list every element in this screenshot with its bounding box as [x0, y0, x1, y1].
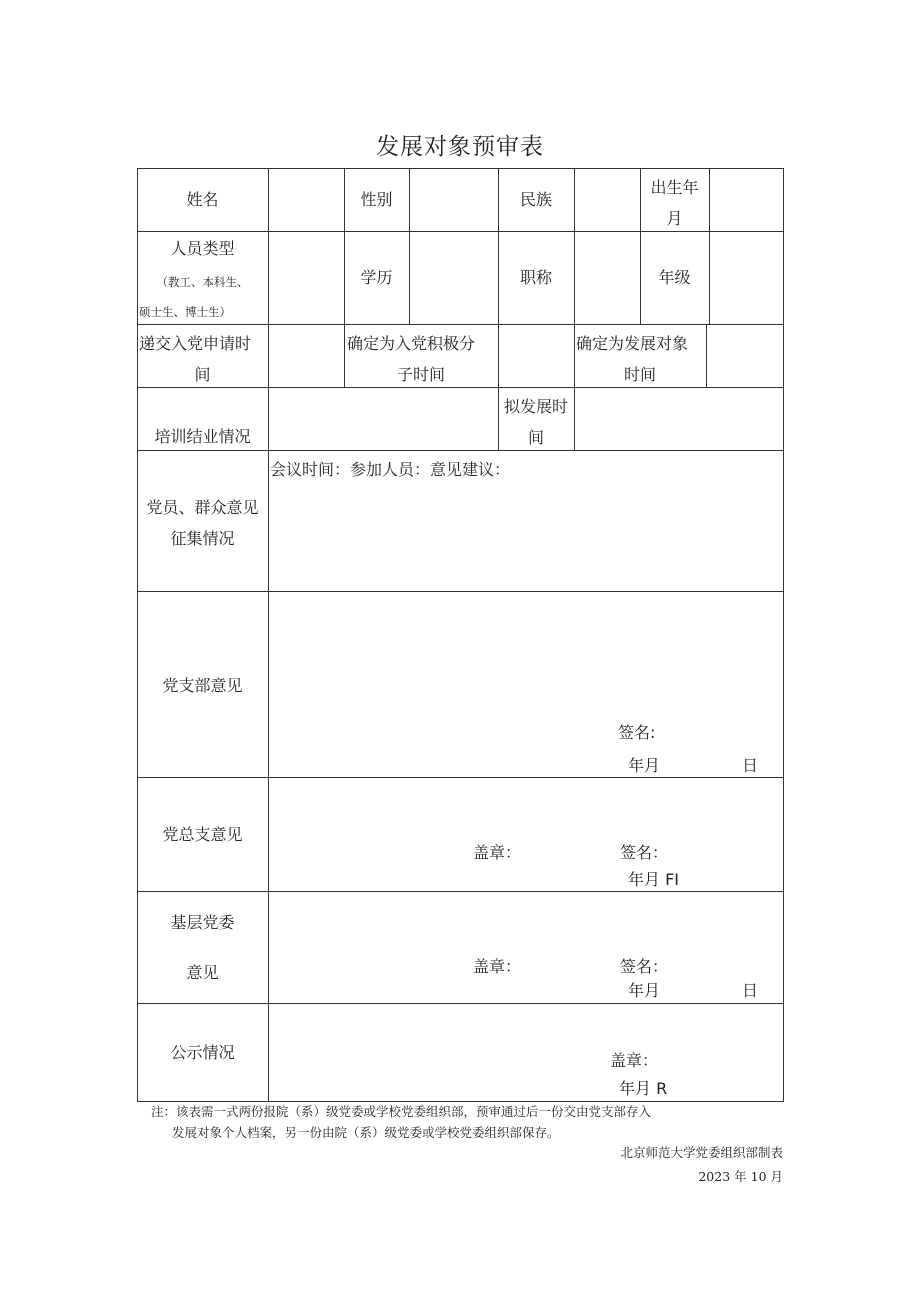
table-border-right — [783, 168, 784, 1102]
branch-day: 日 — [742, 756, 759, 775]
grassroots-committee-label-line1: 基层党委 — [170, 913, 235, 932]
dev-target-time-label-line1: 确定为发展对象 — [576, 334, 689, 353]
general-branch-opinion-label: 党总支意见 — [162, 825, 243, 844]
branch-opinion-label: 党支部意见 — [162, 676, 243, 695]
column-divider — [574, 168, 575, 324]
column-divider — [706, 324, 707, 387]
dev-target-time-label-line2: 时间 — [623, 365, 656, 384]
birth-label-line1: 出生年 — [650, 178, 699, 197]
general-branch-year-month: 年月 FI — [628, 870, 680, 889]
gender-label: 性别 — [360, 190, 393, 209]
grassroots-day: 日 — [742, 981, 759, 1000]
branch-year-month: 年月 — [628, 756, 661, 775]
grassroots-stamp-label: 盖章： — [473, 957, 522, 976]
apply-time-label-line2: 间 — [194, 365, 211, 384]
form-date: 2023 年 10 月 — [698, 1169, 783, 1184]
column-divider — [709, 168, 710, 324]
person-type-hint-line2: 硕士生、博士生） — [139, 305, 231, 319]
column-divider — [574, 387, 575, 450]
activist-time-label-line1: 确定为入党积极分 — [347, 334, 476, 353]
column-divider — [498, 324, 499, 387]
general-branch-sign-label: 签名： — [620, 843, 669, 862]
opinion-collection-label-line1: 党员、群众意见 — [146, 498, 259, 517]
grade-label: 年级 — [658, 268, 691, 287]
grassroots-sign-label: 签名： — [620, 957, 669, 976]
form-title: 发展对象预审表 — [376, 134, 544, 160]
grassroots-committee-label-line2: 意见 — [186, 963, 219, 982]
ethnicity-label: 民族 — [519, 190, 552, 209]
publicity-stamp-label: 盖章： — [610, 1051, 659, 1070]
birth-label-line2: 月 — [666, 209, 683, 228]
planned-time-label-line1: 拟发展时 — [503, 397, 568, 416]
form-maker: 北京师范大学党委组织部制表 — [620, 1145, 783, 1160]
opinion-collection-label-line2: 征集情况 — [170, 529, 235, 548]
person-type-hint-line1: （教工、本科生、 — [156, 275, 249, 289]
row-divider — [137, 591, 784, 592]
row-divider — [137, 1003, 784, 1004]
column-divider — [268, 168, 269, 1102]
person-type-label: 人员类型 — [170, 239, 235, 258]
education-label: 学历 — [360, 268, 393, 287]
publicity-year-month: 年月 R — [619, 1079, 668, 1098]
column-divider — [409, 168, 410, 324]
footnote-line2: 发展对象个人档案，另一份由院（系）级党委或学校党委组织部保存。 — [172, 1125, 560, 1140]
row-divider — [137, 324, 784, 325]
apply-time-label-line1: 递交入党申请时 — [139, 334, 252, 353]
opinion-collection-content: 会议时间：参加人员：意见建议： — [270, 460, 511, 479]
name-label: 姓名 — [186, 190, 219, 209]
training-label: 培训结业情况 — [154, 427, 251, 446]
general-branch-stamp-label: 盖章： — [473, 843, 522, 862]
planned-time-label-line2: 间 — [527, 428, 544, 447]
footnote-line1: 注：该表需一式两份报院（系）级党委或学校党委组织部，预审通过后一份交由党支部存入 — [151, 1104, 652, 1119]
activist-time-label-line2: 子时间 — [396, 365, 445, 384]
grassroots-year-month: 年月 — [628, 981, 661, 1000]
publicity-label: 公示情况 — [170, 1043, 235, 1062]
job-title-label: 职称 — [519, 268, 552, 287]
branch-sign-label: 签名: — [618, 723, 656, 742]
row-divider — [137, 891, 784, 892]
pre-review-form-table — [137, 168, 784, 1102]
table-border-top — [137, 168, 784, 169]
row-divider — [137, 777, 784, 778]
